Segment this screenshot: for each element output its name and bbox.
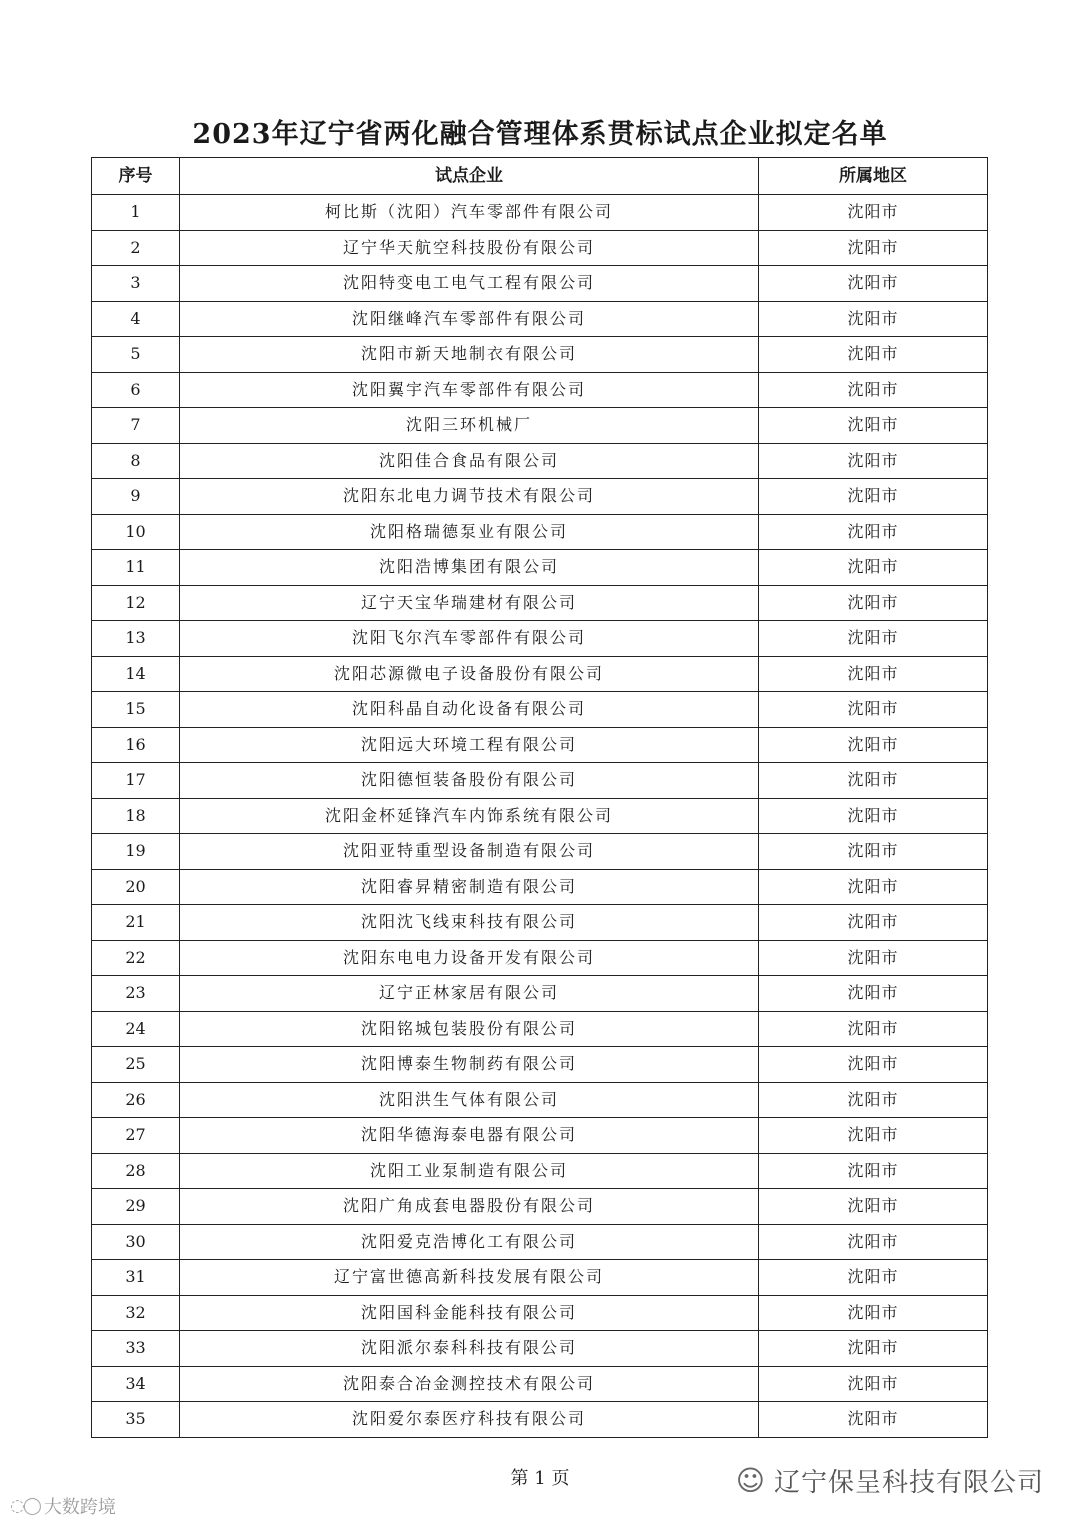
row-index: 8	[92, 443, 180, 479]
header-index: 序号	[92, 158, 180, 195]
row-region: 沈阳市	[759, 656, 988, 692]
row-index: 28	[92, 1153, 180, 1189]
row-region: 沈阳市	[759, 1260, 988, 1296]
table-row	[92, 976, 988, 1012]
page-number: 第 1 页	[510, 1468, 570, 1489]
row-region: 沈阳市	[759, 1366, 988, 1402]
row-index: 26	[92, 1082, 180, 1118]
table-row	[92, 1118, 988, 1154]
table-row	[92, 621, 988, 657]
row-company: 沈阳沈飞线束科技有限公司	[180, 905, 759, 941]
table-row	[92, 195, 988, 231]
table-row	[92, 869, 988, 905]
watermark-brand-text: 大数跨境	[43, 1497, 116, 1518]
table-row	[92, 1295, 988, 1331]
table-row	[92, 479, 988, 515]
row-region: 沈阳市	[759, 1295, 988, 1331]
row-region: 沈阳市	[759, 834, 988, 870]
row-region: 沈阳市	[759, 266, 988, 302]
row-region: 沈阳市	[759, 1224, 988, 1260]
row-region: 沈阳市	[759, 763, 988, 799]
row-index: 32	[92, 1295, 180, 1331]
table-row	[92, 1189, 988, 1225]
table-row	[92, 763, 988, 799]
row-index: 14	[92, 656, 180, 692]
table-row	[92, 905, 988, 941]
row-company: 辽宁天宝华瑞建材有限公司	[180, 585, 759, 621]
row-index: 34	[92, 1366, 180, 1402]
row-index: 13	[92, 621, 180, 657]
row-region: 沈阳市	[759, 195, 988, 231]
table-header-row	[92, 158, 988, 195]
table-row	[92, 692, 988, 728]
row-region: 沈阳市	[759, 230, 988, 266]
row-company: 沈阳格瑞德泵业有限公司	[180, 514, 759, 550]
row-company: 沈阳工业泵制造有限公司	[180, 1153, 759, 1189]
row-index: 12	[92, 585, 180, 621]
row-company: 沈阳科晶自动化设备有限公司	[180, 692, 759, 728]
row-company: 沈阳爱克浩博化工有限公司	[180, 1224, 759, 1260]
row-region: 沈阳市	[759, 1331, 988, 1367]
enterprise-table	[91, 157, 988, 1438]
wechat-icon: ☺	[735, 1464, 766, 1497]
row-region: 沈阳市	[759, 976, 988, 1012]
row-region: 沈阳市	[759, 692, 988, 728]
row-company: 沈阳国科金能科技有限公司	[180, 1295, 759, 1331]
table-row	[92, 1331, 988, 1367]
table-row	[92, 1366, 988, 1402]
row-index: 29	[92, 1189, 180, 1225]
row-region: 沈阳市	[759, 1082, 988, 1118]
row-company: 沈阳广角成套电器股份有限公司	[180, 1189, 759, 1225]
table-row	[92, 1082, 988, 1118]
page-title: 2023年辽宁省两化融合管理体系贯标试点企业拟定名单	[192, 119, 888, 150]
row-company: 沈阳博泰生物制药有限公司	[180, 1047, 759, 1083]
row-region: 沈阳市	[759, 301, 988, 337]
row-region: 沈阳市	[759, 727, 988, 763]
watermark-brand	[10, 1493, 116, 1519]
row-region: 沈阳市	[759, 514, 988, 550]
row-index: 7	[92, 408, 180, 444]
row-company: 沈阳睿昇精密制造有限公司	[180, 869, 759, 905]
row-company: 沈阳派尔泰科科技有限公司	[180, 1331, 759, 1367]
watermark-company	[736, 1462, 1044, 1499]
row-region: 沈阳市	[759, 1118, 988, 1154]
row-index: 31	[92, 1260, 180, 1296]
row-index: 3	[92, 266, 180, 302]
row-region: 沈阳市	[759, 443, 988, 479]
row-region: 沈阳市	[759, 1153, 988, 1189]
row-region: 沈阳市	[759, 372, 988, 408]
row-region: 沈阳市	[759, 1189, 988, 1225]
row-region: 沈阳市	[759, 337, 988, 373]
row-index: 2	[92, 230, 180, 266]
row-company: 沈阳浩博集团有限公司	[180, 550, 759, 586]
row-index: 21	[92, 905, 180, 941]
table-row	[92, 1153, 988, 1189]
row-index: 11	[92, 550, 180, 586]
watermark-company-text: 辽宁保呈科技有限公司	[773, 1468, 1044, 1498]
table-row	[92, 834, 988, 870]
row-index: 1	[92, 195, 180, 231]
row-company: 沈阳芯源微电子设备股份有限公司	[180, 656, 759, 692]
row-region: 沈阳市	[759, 869, 988, 905]
row-company: 沈阳华德海泰电器有限公司	[180, 1118, 759, 1154]
row-company: 沈阳东电电力设备开发有限公司	[180, 940, 759, 976]
table-row	[92, 443, 988, 479]
row-region: 沈阳市	[759, 1047, 988, 1083]
row-company: 沈阳市新天地制衣有限公司	[180, 337, 759, 373]
row-index: 19	[92, 834, 180, 870]
row-index: 30	[92, 1224, 180, 1260]
row-company: 柯比斯（沈阳）汽车零部件有限公司	[180, 195, 759, 231]
row-region: 沈阳市	[759, 621, 988, 657]
row-company: 辽宁富世德高新科技发展有限公司	[180, 1260, 759, 1296]
row-company: 沈阳亚特重型设备制造有限公司	[180, 834, 759, 870]
row-index: 4	[92, 301, 180, 337]
row-index: 33	[92, 1331, 180, 1367]
table-row	[92, 1047, 988, 1083]
row-index: 23	[92, 976, 180, 1012]
row-company: 沈阳金杯延锋汽车内饰系统有限公司	[180, 798, 759, 834]
row-index: 18	[92, 798, 180, 834]
table-body	[92, 195, 988, 1438]
row-index: 35	[92, 1402, 180, 1438]
row-index: 9	[92, 479, 180, 515]
row-company: 沈阳三环机械厂	[180, 408, 759, 444]
table-row	[92, 940, 988, 976]
row-index: 22	[92, 940, 180, 976]
row-company: 沈阳洪生气体有限公司	[180, 1082, 759, 1118]
row-region: 沈阳市	[759, 798, 988, 834]
row-index: 17	[92, 763, 180, 799]
header-company: 试点企业	[180, 158, 759, 195]
table-row	[92, 585, 988, 621]
row-company: 沈阳德恒装备股份有限公司	[180, 763, 759, 799]
row-region: 沈阳市	[759, 1402, 988, 1438]
row-region: 沈阳市	[759, 550, 988, 586]
row-region: 沈阳市	[759, 585, 988, 621]
row-index: 10	[92, 514, 180, 550]
row-company: 沈阳佳合食品有限公司	[180, 443, 759, 479]
row-region: 沈阳市	[759, 1011, 988, 1047]
row-company: 沈阳特变电工电气工程有限公司	[180, 266, 759, 302]
row-index: 24	[92, 1011, 180, 1047]
row-region: 沈阳市	[759, 479, 988, 515]
row-company: 沈阳远大环境工程有限公司	[180, 727, 759, 763]
table-row	[92, 1260, 988, 1296]
row-company: 沈阳铭城包装股份有限公司	[180, 1011, 759, 1047]
table-row	[92, 337, 988, 373]
table-row	[92, 514, 988, 550]
row-index: 15	[92, 692, 180, 728]
header-region: 所属地区	[759, 158, 988, 195]
row-region: 沈阳市	[759, 940, 988, 976]
row-region: 沈阳市	[759, 905, 988, 941]
table-row	[92, 230, 988, 266]
table-row	[92, 1011, 988, 1047]
row-company: 沈阳爱尔泰医疗科技有限公司	[180, 1402, 759, 1438]
table-row	[92, 372, 988, 408]
row-company: 沈阳泰合冶金测控技术有限公司	[180, 1366, 759, 1402]
row-company: 沈阳翼宇汽车零部件有限公司	[180, 372, 759, 408]
row-index: 16	[92, 727, 180, 763]
row-index: 5	[92, 337, 180, 373]
row-index: 6	[92, 372, 180, 408]
table-row	[92, 727, 988, 763]
row-company: 辽宁华天航空科技股份有限公司	[180, 230, 759, 266]
table-row	[92, 656, 988, 692]
table-row	[92, 550, 988, 586]
table-row	[92, 408, 988, 444]
table-row	[92, 1402, 988, 1438]
row-company: 沈阳飞尔汽车零部件有限公司	[180, 621, 759, 657]
table-row	[92, 798, 988, 834]
row-region: 沈阳市	[759, 408, 988, 444]
row-company: 辽宁正林家居有限公司	[180, 976, 759, 1012]
logo-icon: ◌◯	[10, 1496, 40, 1516]
row-company: 沈阳继峰汽车零部件有限公司	[180, 301, 759, 337]
table-row	[92, 1224, 988, 1260]
row-index: 20	[92, 869, 180, 905]
table-row	[92, 266, 988, 302]
table-row	[92, 301, 988, 337]
row-company: 沈阳东北电力调节技术有限公司	[180, 479, 759, 515]
row-index: 27	[92, 1118, 180, 1154]
row-index: 25	[92, 1047, 180, 1083]
